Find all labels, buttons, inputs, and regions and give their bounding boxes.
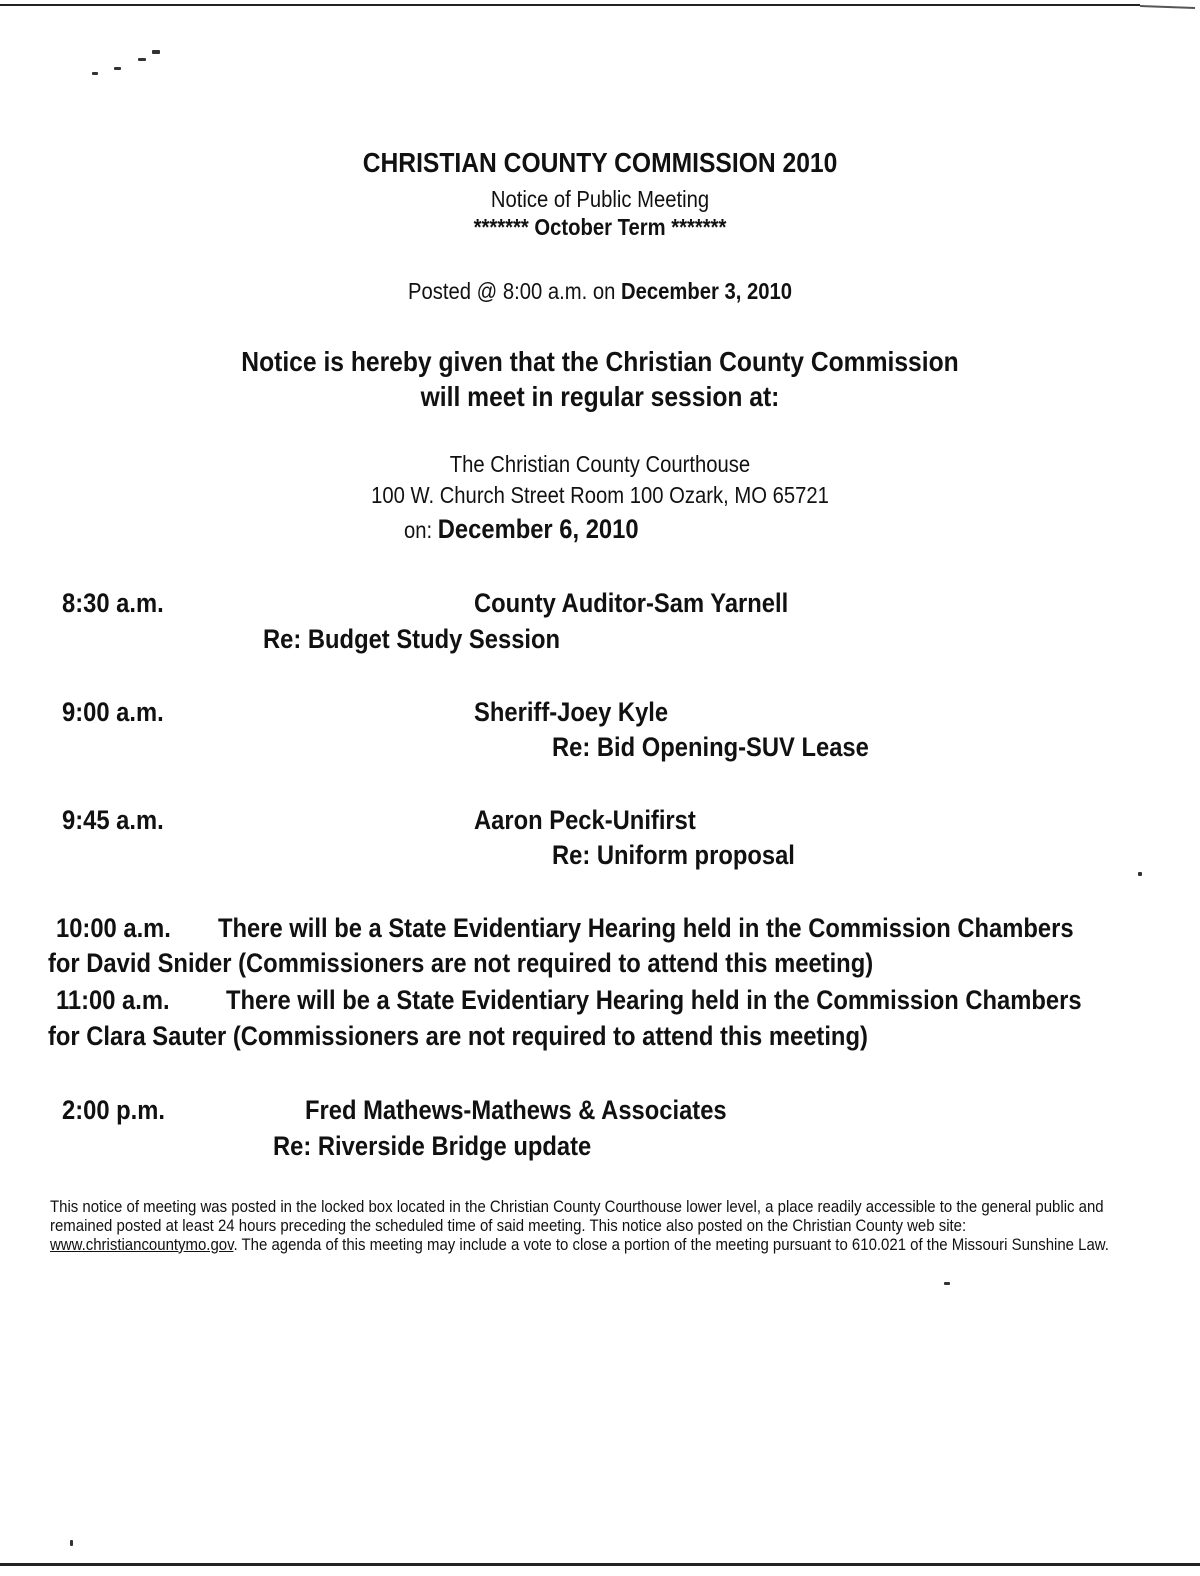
hearing-line-1: There will be a State Evidentiary Hearing held in the Commission Chambers [226, 985, 1082, 1015]
meeting-date-line [404, 514, 639, 545]
agenda-time: 8:30 a.m. [62, 588, 164, 618]
posted-date: December 3, 2010 [620, 278, 792, 304]
on-label: on: [404, 517, 433, 543]
meeting-date: December 6, 2010 [437, 514, 639, 544]
document-subtitle: Notice of Public Meeting [490, 186, 710, 212]
scan-speck [138, 58, 146, 61]
agenda-presenter: Sheriff-Joey Kyle [474, 697, 669, 727]
term-line: ******* October Term ******* [473, 214, 727, 240]
agenda-presenter: Fred Mathews-Mathews & Associates [305, 1095, 727, 1125]
scan-speck [70, 1540, 73, 1546]
scan-speck [114, 67, 121, 70]
posting-notice-text-2: . The agenda of this meeting may include a vote to close a portion of the meeting pursuant to 610.021 of the Missouri Sunshine Law. [233, 1235, 1109, 1254]
scan-speck [944, 1282, 950, 1285]
scan-speck [1138, 872, 1142, 876]
top-border-line-end [1140, 5, 1195, 9]
document-title: CHRISTIAN COUNTY COMMISSION 2010 [362, 147, 838, 178]
agenda-presenter: County Auditor-Sam Yarnell [474, 588, 789, 618]
posted-prefix: Posted @ 8:00 a.m. on [408, 278, 616, 304]
posting-notice [50, 1197, 1150, 1254]
hearing-line-2: for David Snider (Commissioners are not required to attend this meeting) [48, 948, 874, 978]
agenda-time: 10:00 a.m. [56, 913, 171, 943]
agenda-topic: Re: Budget Study Session [263, 624, 561, 654]
hearing-line-2: for Clara Sauter (Commissioners are not required to attend this meeting) [48, 1021, 868, 1051]
agenda-time: 2:00 p.m. [62, 1095, 166, 1125]
agenda-time: 9:45 a.m. [62, 805, 164, 835]
notice-line-2: will meet in regular session at: [420, 381, 780, 412]
top-border-line [0, 4, 1140, 6]
agenda-topic: Re: Uniform proposal [552, 840, 795, 870]
agenda-topic: Re: Riverside Bridge update [273, 1131, 592, 1161]
website-link[interactable]: www.christiancountymo.gov [50, 1235, 234, 1254]
venue-name: The Christian County Courthouse [449, 451, 751, 477]
scan-speck [152, 50, 160, 54]
venue-address: 100 W. Church Street Room 100 Ozark, MO 65721 [371, 482, 829, 508]
agenda-topic: Re: Bid Opening-SUV Lease [552, 732, 869, 762]
posting-notice-text: This notice of meeting was posted in the locked box located in the Christian County Courthouse lower level, a place readily accessible to the general public and remained posted at least 24 hours preceding the scheduled time of said meeting. This notice also posted on the Christian County web site: [50, 1197, 1104, 1235]
bottom-border-line [0, 1563, 1200, 1566]
agenda-time: 9:00 a.m. [62, 697, 164, 727]
agenda-time: 11:00 a.m. [56, 985, 170, 1015]
agenda-presenter: Aaron Peck-Unifirst [474, 805, 696, 835]
scan-speck [92, 72, 98, 75]
posted-line [72, 278, 1128, 305]
notice-line-1: Notice is hereby given that the Christian County Commission [241, 346, 959, 377]
hearing-line-1: There will be a State Evidentiary Hearing held in the Commission Chambers [218, 913, 1074, 943]
